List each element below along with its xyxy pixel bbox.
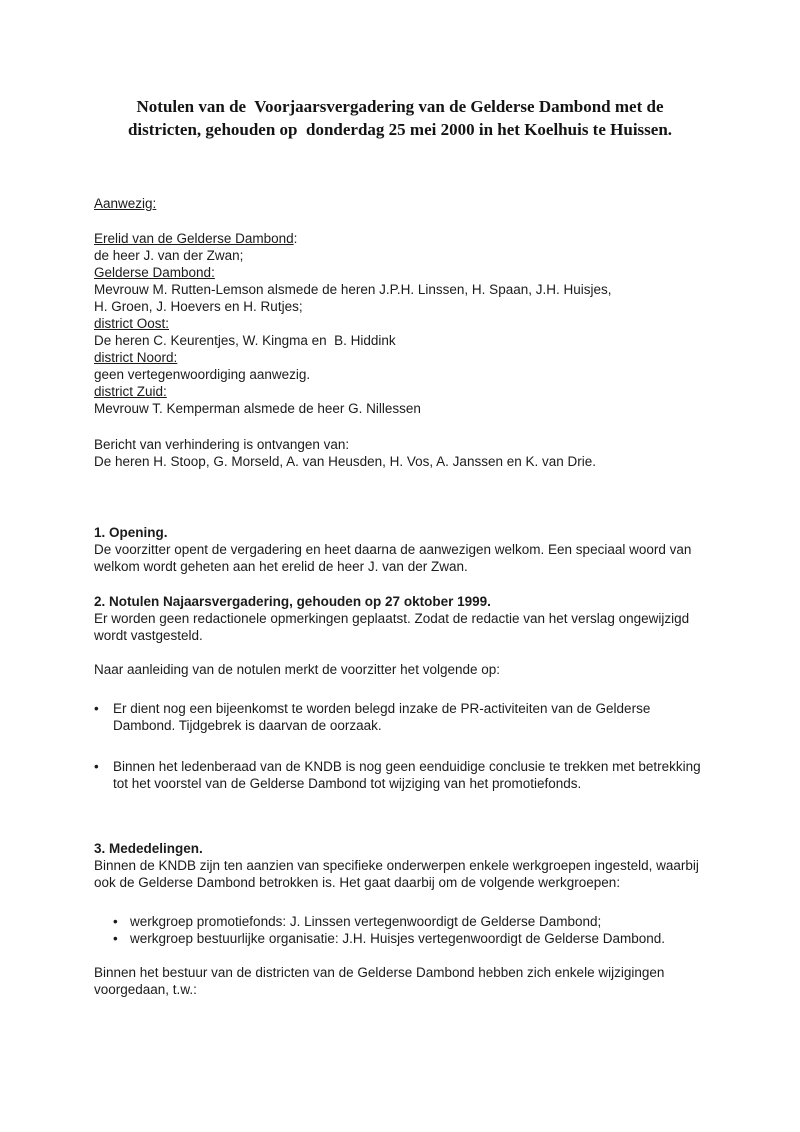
- attendance-line: Mevrouw T. Kemperman alsmede de heer G. Nillessen: [94, 401, 421, 416]
- attendance-group-label: district Noord:: [94, 350, 178, 365]
- attendance-group-district-zuid: [94, 383, 706, 417]
- attendance-list: [94, 230, 706, 417]
- attendance-group-district-noord: [94, 349, 706, 383]
- section-note: Naar aanleiding van de notulen merkt de voorzitter het volgende op:: [94, 662, 501, 677]
- list-item-text: werkgroep promotiefonds: J. Linssen vertegenwoordigt de Gelderse Dambond;: [130, 914, 602, 929]
- bullet-icon: •: [94, 759, 99, 774]
- attendance-group-erelid: [94, 230, 706, 264]
- apologies-line: De heren H. Stoop, G. Morseld, A. van Heusden, H. Vos, A. Janssen en K. van Drie.: [94, 454, 597, 469]
- apologies-paragraph: [94, 436, 706, 470]
- attendance-line: geen vertegenwoordiging aanwezig.: [94, 367, 311, 382]
- list-item-text: werkgroep bestuurlijke organisatie: J.H. Huisjes vertegenwoordigt de Gelderse Dambond.: [130, 931, 666, 946]
- bullet-icon: •: [113, 931, 118, 946]
- section-heading: 3. Mededelingen.: [94, 841, 203, 856]
- list-item-text: Binnen het ledenberaad van de KNDB is nog geen eenduidige conclusie te trekken met betrekking tot het voorstel van de Gelderse Dambond tot wijziging van het promotiefonds.: [113, 759, 705, 791]
- attendance-group-label: Gelderse Dambond:: [94, 265, 215, 280]
- list-item-text: Er dient nog een bijeenkomst te worden belegd inzake de PR-activiteiten van de Gelderse Dambond. Tijdgebrek is daarvan de oorzaak.: [113, 701, 655, 733]
- attendance-group-district-oost: [94, 315, 706, 349]
- section-body: De voorzitter opent de vergadering en heet daarna de aanwezigen welkom. Een speciaal woord van welkom wordt geheten aan het erelid de heer J. van der Zwan.: [94, 542, 696, 574]
- bullet-list: [113, 913, 706, 947]
- section-1-opening: [94, 524, 706, 575]
- section-body: Er worden geen redactionele opmerkingen geplaatst. Zodat de redactie van het verslag ongewijzigd wordt vastgesteld.: [94, 611, 693, 643]
- attendance-line: H. Groen, J. Hoevers en H. Rutjes;: [94, 299, 303, 314]
- attendance-group-gelderse-dambond: [94, 264, 706, 315]
- apologies-line: Bericht van verhindering is ontvangen van:: [94, 437, 350, 452]
- attendance-line: de heer J. van der Zwan;: [94, 248, 244, 263]
- section-2-notulen: [94, 593, 706, 792]
- list-item: [113, 930, 706, 947]
- attendance-group-label: district Oost:: [94, 316, 170, 331]
- list-item: [113, 913, 706, 930]
- title-line-2: districten, gehouden op donderdag 25 mei 2000 in het Koelhuis te Huissen.: [127, 120, 673, 139]
- bullet-list: [94, 700, 706, 792]
- section-body: Binnen de KNDB zijn ten aanzien van specifieke onderwerpen enkele werkgroepen ingesteld, waarbij ook de Gelderse Dambond betrokken is. Het gaat daarbij om de volgende werkgroepen:: [94, 858, 703, 890]
- attendance-group-label: district Zuid:: [94, 384, 167, 399]
- list-item: [94, 758, 706, 792]
- list-item: [94, 700, 706, 734]
- document-title: [94, 95, 706, 141]
- attendance-group-label: Erelid van de Gelderse Dambond:: [94, 231, 298, 246]
- bullet-icon: •: [113, 914, 118, 929]
- attendance-line: Mevrouw M. Rutten-Lemson alsmede de heren J.P.H. Linssen, H. Spaan, J.H. Huisjes,: [94, 282, 612, 297]
- attendance-heading: Aanwezig:: [94, 196, 157, 211]
- title-line-1: Notulen van de Voorjaarsvergadering van de Gelderse Dambond met de: [136, 97, 664, 116]
- section-heading: 2. Notulen Najaarsvergadering, gehouden op 27 oktober 1999.: [94, 594, 491, 609]
- section-3-mededelingen: [94, 840, 706, 998]
- section-closing: Binnen het bestuur van de districten van de Gelderse Dambond hebben zich enkele wijzigingen voorgedaan, t.w.:: [94, 965, 669, 997]
- section-heading: 1. Opening.: [94, 525, 168, 540]
- bullet-icon: •: [94, 701, 99, 716]
- attendance-line: De heren C. Keurentjes, W. Kingma en B. Hiddink: [94, 333, 396, 348]
